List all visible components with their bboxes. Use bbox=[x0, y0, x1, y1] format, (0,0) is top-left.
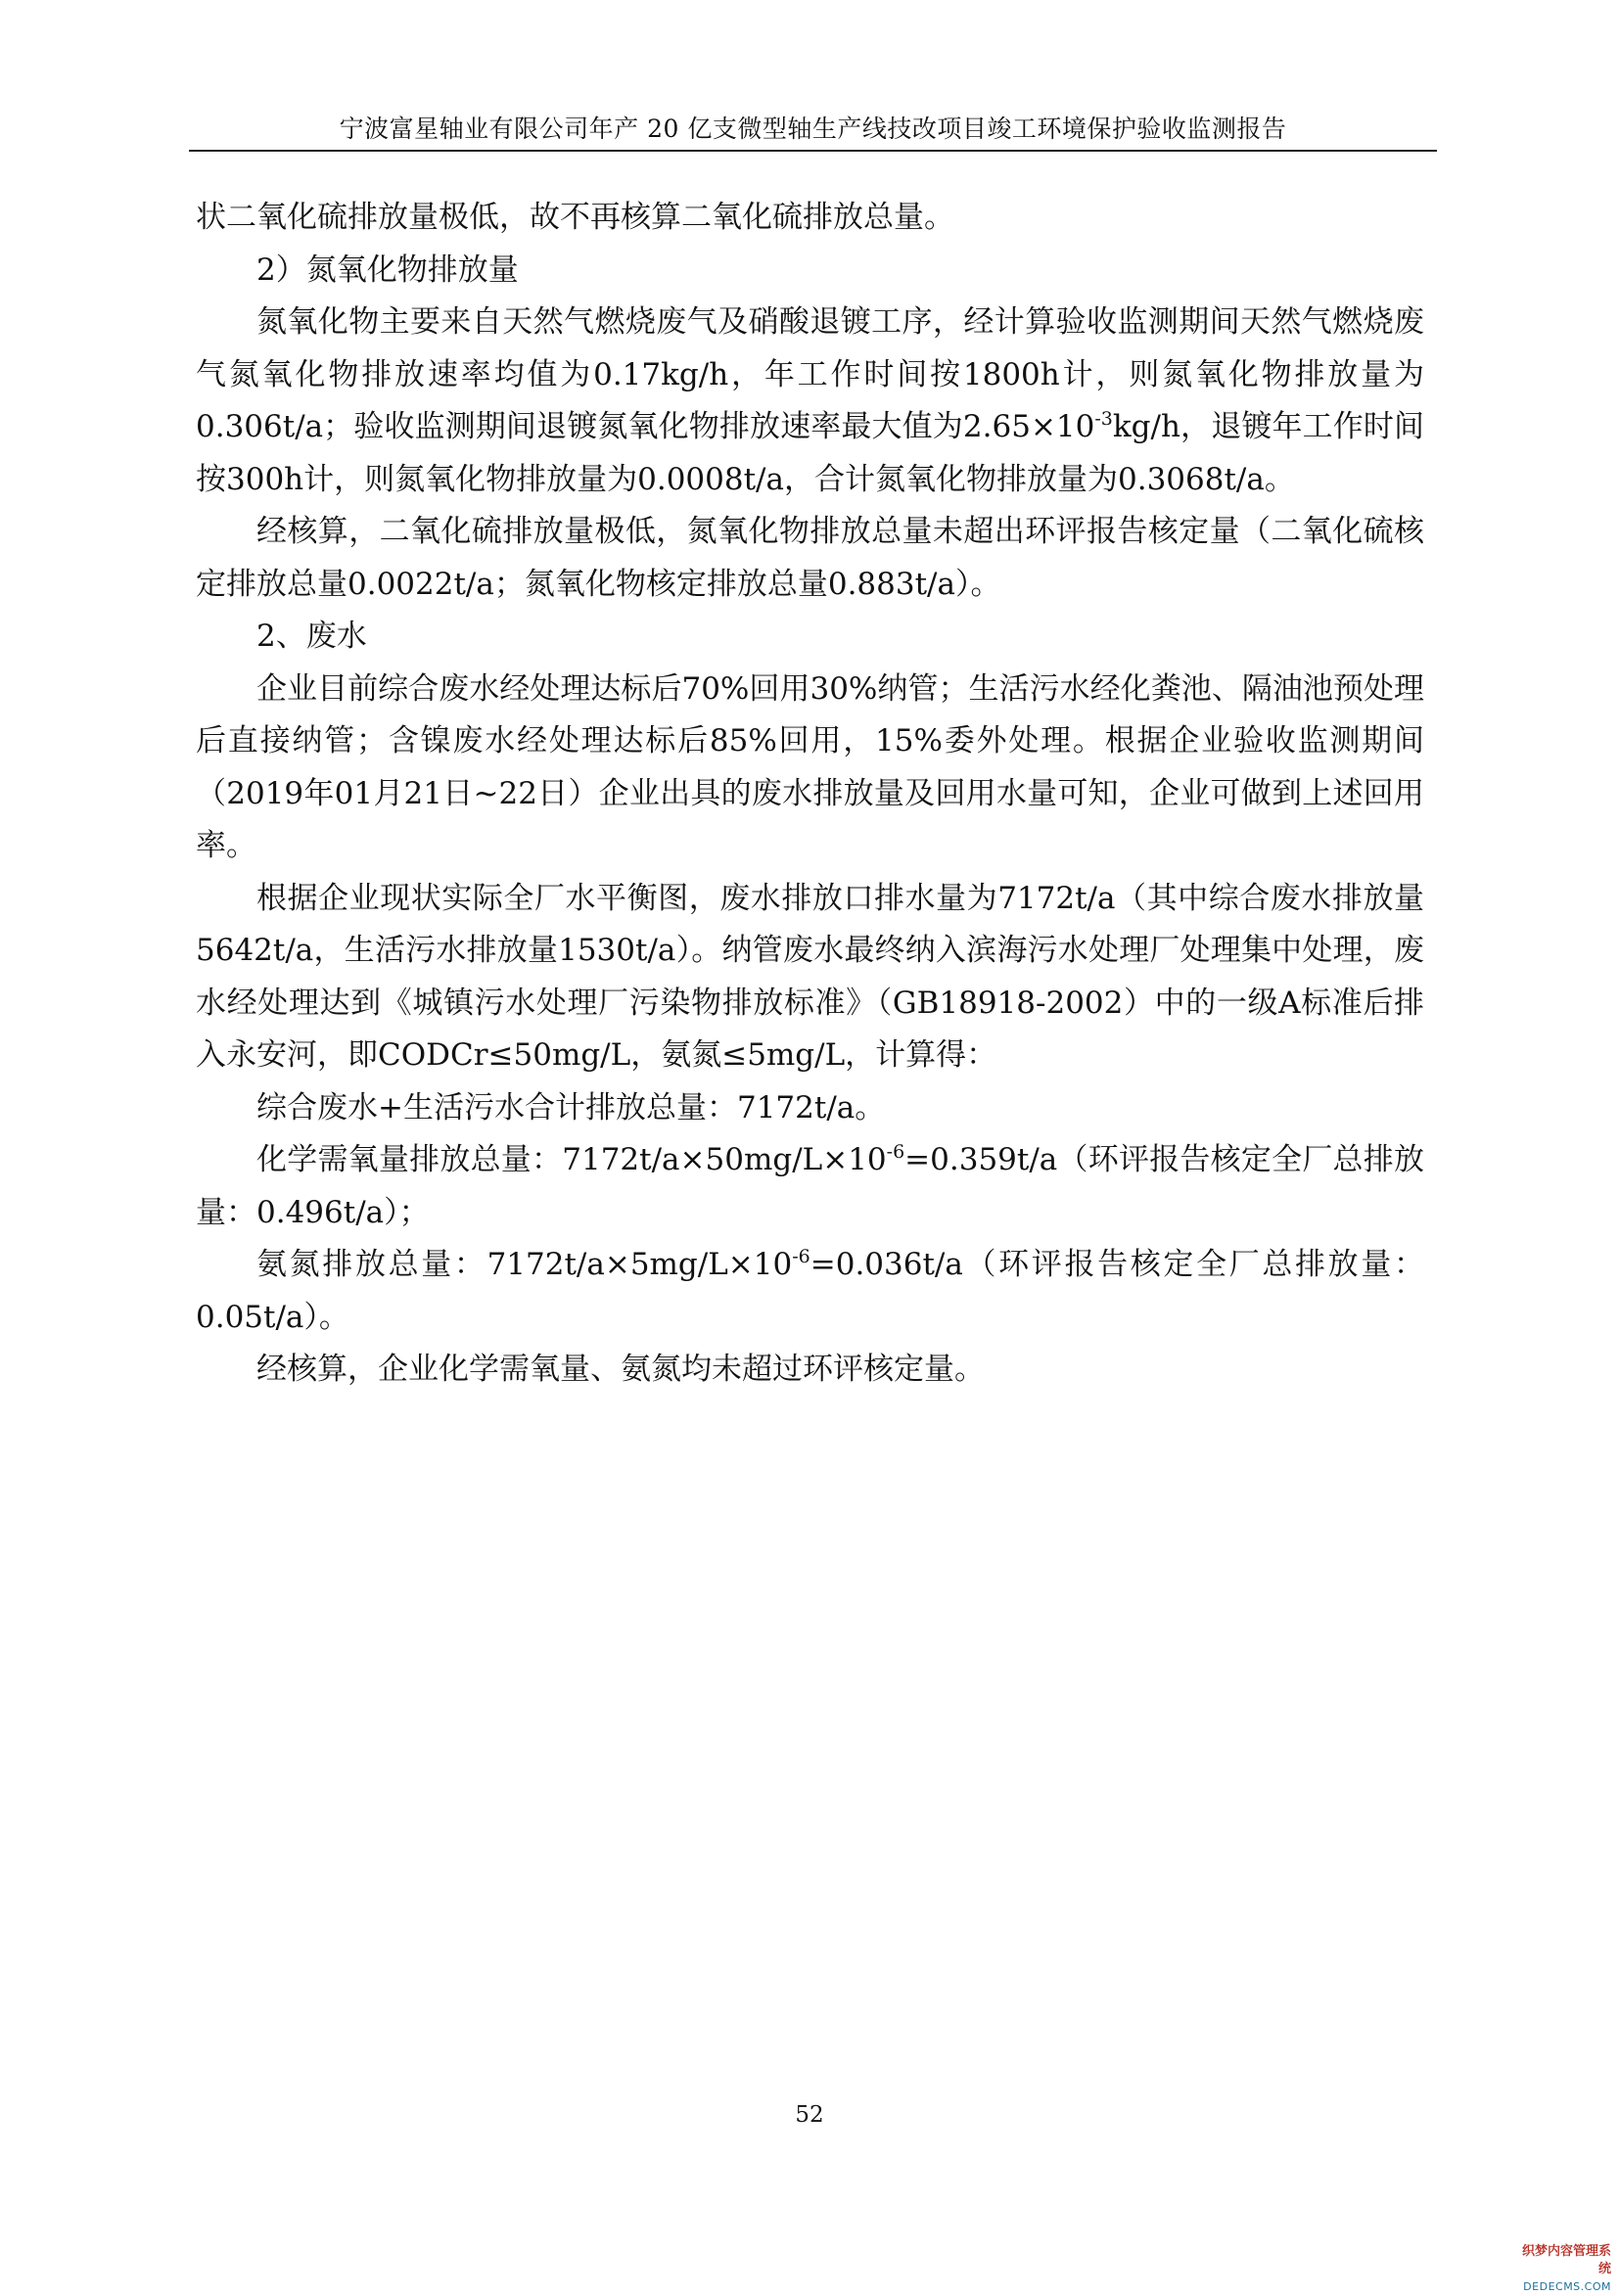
site-watermark bbox=[1513, 2243, 1611, 2296]
superscript-exponent: -6 bbox=[886, 1141, 905, 1163]
paragraph-ammonia-calc bbox=[196, 1239, 1424, 1344]
paragraph-total-discharge bbox=[196, 1082, 1424, 1135]
page-number: 52 bbox=[795, 2102, 824, 2128]
paragraph-text-continued: =0.359t/a（环评报告核定全厂总排放量：0.496t/a）； bbox=[196, 1142, 1424, 1230]
superscript-exponent: -6 bbox=[792, 1246, 810, 1267]
paragraph-text-continued: =0.036t/a（环评报告核定全厂总排放量：0.05t/a）。 bbox=[196, 1247, 1424, 1335]
paragraph-water-conclusion bbox=[196, 1344, 1424, 1397]
running-header: 宁波富星轴业有限公司年产 20 亿支微型轴生产线技改项目竣工环境保护验收监测报告 bbox=[339, 115, 1287, 143]
paragraph-text: 氮氧化物主要来自天然气燃烧废气及硝酸退镀工序，经计算验收监测期间天然气燃烧废气氮氧化物排放速率均值为0.17kg/h，年工作时间按1800h计，则氮氧化物排放量为0.306t/a；验收监测期间退镀氮氧化物排放速率最大值为2.65×10 bbox=[196, 304, 1424, 444]
heading-nitrogen-oxides bbox=[196, 245, 1424, 298]
heading-wastewater bbox=[196, 611, 1424, 664]
header-rule bbox=[189, 150, 1437, 152]
paragraph-text: 化学需氧量排放总量：7172t/a×50mg/L×10 bbox=[256, 1142, 887, 1177]
paragraph-water-balance bbox=[196, 873, 1424, 1082]
heading-text: 2）氮氧化物排放量 bbox=[256, 252, 519, 288]
watermark-line-en: DEDECMS.COM bbox=[1523, 2280, 1611, 2293]
paragraph-text-continued: kg/h，退镀年工作时间按300h计，则氮氧化物排放量为0.0008t/a，合计氮氧化物排放量为0.3068t/a。 bbox=[196, 409, 1424, 497]
paragraph-text: 综合废水+生活污水合计排放总量：7172t/a。 bbox=[256, 1089, 886, 1125]
document-body bbox=[196, 192, 1424, 1397]
paragraph-nitrogen-oxides-calc bbox=[196, 297, 1424, 506]
watermark-line-cn: 织梦内容管理系统 bbox=[1521, 2244, 1611, 2276]
paragraph-text: 状二氧化硫排放量极低，故不再核算二氧化硫排放总量。 bbox=[196, 200, 954, 235]
paragraph-text: 经核算，企业化学需氧量、氨氮均未超过环评核定量。 bbox=[256, 1352, 985, 1387]
superscript-exponent: -3 bbox=[1094, 408, 1113, 430]
paragraph-text: 氨氮排放总量：7172t/a×5mg/L×10 bbox=[256, 1247, 793, 1282]
paragraph-cod-calc bbox=[196, 1134, 1424, 1239]
paragraph-sulfur-dioxide-conclusion bbox=[196, 192, 1424, 245]
paragraph-text: 企业目前综合废水经处理达标后70%回用30%纳管；生活污水经化粪池、隔油池预处理后直接纳管；含镍废水经处理达标后85%回用，15%委外处理。根据企业验收监测期间（2019年01月21日~22日）企业出具的废水排放量及回用水量可知，企业可做到上述回用率。 bbox=[196, 670, 1424, 863]
heading-text: 2、废水 bbox=[256, 619, 367, 654]
paragraph-text: 根据企业现状实际全厂水平衡图，废水排放口排水量为7172t/a（其中综合废水排放量5642t/a，生活污水排放量1530t/a）。纳管废水最终纳入滨海污水处理厂处理集中处理，废水经处理达到《城镇污水处理厂污染物排放标准》（GB18918-2002）中的一级A标准后排入永安河，即CODCr≤50mg/L，氨氮≤5mg/L，计算得： bbox=[196, 880, 1424, 1073]
paragraph-wastewater-reuse bbox=[196, 664, 1424, 873]
paragraph-text: 经核算，二氧化硫排放量极低，氮氧化物排放总量未超出环评报告核定量（二氧化硫核定排放总量0.0022t/a；氮氧化物核定排放总量0.883t/a）。 bbox=[196, 514, 1424, 602]
paragraph-gas-verification bbox=[196, 506, 1424, 611]
